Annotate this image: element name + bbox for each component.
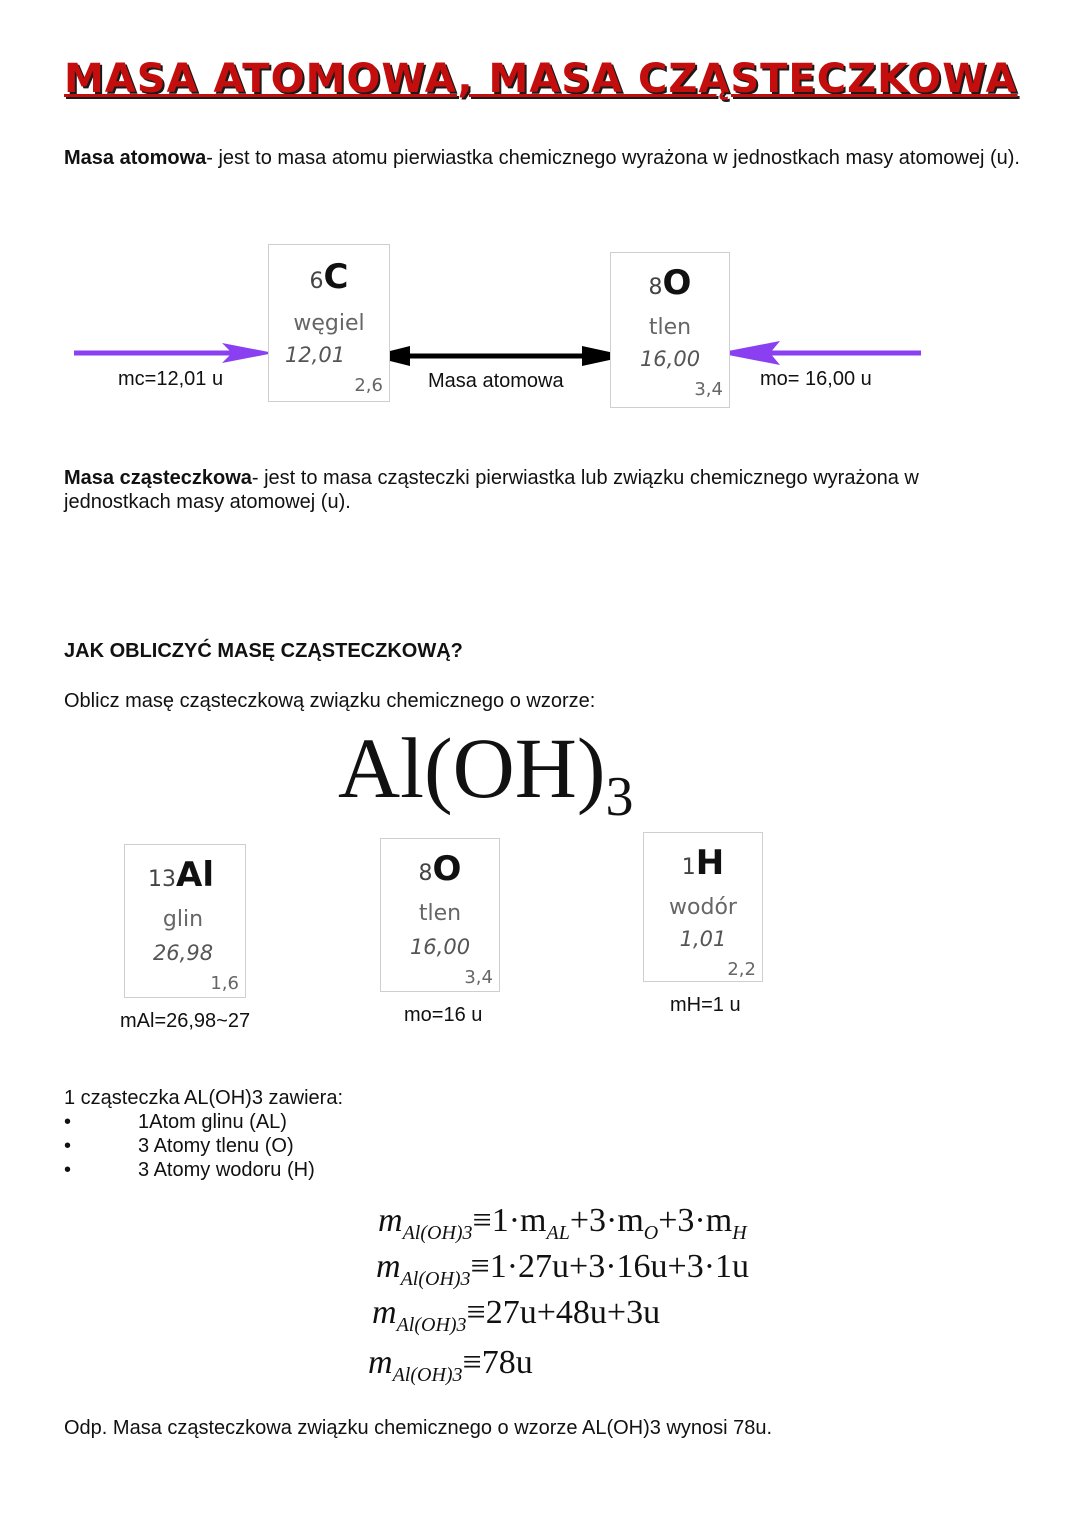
contains-intro: 1 cząsteczka AL(OH)3 zawiera:: [64, 1087, 343, 1109]
bullet-icon: •: [64, 1111, 72, 1133]
equation-1-mid: +3·m: [569, 1202, 644, 1239]
oxygen-electronegativity: 3,4: [694, 379, 723, 400]
aluminium-symbol: Al: [176, 855, 214, 895]
equation-1: $m_{Al(OH)3}\equiv 1\cdot m_{AL}+3\cdot m_O+3\cdot m_H$: [378, 1202, 747, 1244]
hydrogen-element-tile: [643, 832, 763, 982]
atomic-mass-definition: [64, 146, 1024, 170]
hydrogen-atomic-number: 1: [681, 855, 696, 880]
molecular-mass-term: Masa cząsteczkowa: [64, 467, 252, 489]
carbon-mass: 12,01: [284, 343, 346, 367]
carbon-symbol: C: [323, 257, 349, 297]
molecular-mass-text: - jest to masa cząsteczki pierwiastka lub związku chemicznego wyrażona w jednostkach masy atomowej (u).: [64, 467, 919, 513]
equation-1-sub-h: H: [732, 1222, 747, 1244]
molecular-mass-definition: [64, 466, 1024, 514]
oxygen-name: tlen: [648, 315, 692, 340]
carbon-atomic-number: 6: [309, 269, 324, 294]
aluminium-electronegativity: 1,6: [210, 973, 239, 994]
equation-1-sub-al: AL: [546, 1222, 570, 1244]
center-label: Masa atomowa: [428, 370, 564, 392]
bullet-icon: •: [64, 1159, 72, 1181]
equation-2-rhs: ≡1·27u+3·16u+3·1u: [470, 1248, 750, 1285]
oxygen-2-electronegativity: 3,4: [464, 967, 493, 988]
chemical-formula: [338, 718, 634, 829]
aluminium-element-tile: [124, 844, 246, 998]
oxygen-mass: 16,00: [639, 347, 701, 371]
equation-1-subscript: Al(OH)3: [402, 1222, 473, 1244]
oxygen-atomic-number: 8: [648, 275, 663, 300]
oxygen-mass-label: mo= 16,00 u: [760, 368, 872, 390]
equation-1-end: +3·m: [658, 1202, 733, 1239]
equation-3: $m_{Al(OH)3}\equiv 27u+48u+3u$: [372, 1294, 661, 1336]
oxygen-2-name: tlen: [418, 901, 462, 926]
carbon-electronegativity: 2,6: [354, 375, 383, 396]
equation-4-rhs: ≡78u: [462, 1344, 533, 1381]
list-item-text: 1Atom glinu (AL): [138, 1111, 287, 1133]
formula-main: Al(OH): [338, 720, 606, 816]
equation-1-rhs: ≡1·m: [472, 1202, 547, 1239]
equation-1-sub-o: O: [643, 1222, 659, 1244]
atomic-mass-text: - jest to masa atomu pierwiastka chemicznego wyrażona w jednostkach masy atomowej (u).: [206, 147, 1020, 169]
list-item-text: 3 Atomy wodoru (H): [138, 1159, 315, 1181]
equation-2-subscript: Al(OH)3: [400, 1268, 471, 1290]
bullet-icon: •: [64, 1135, 72, 1157]
aluminium-mass-label: mAl=26,98~27: [120, 1010, 251, 1032]
carbon-mass-label: mc=12,01 u: [118, 368, 224, 390]
aluminium-name: glin: [162, 907, 204, 932]
oxygen-2-atomic-number: 8: [418, 861, 433, 886]
hydrogen-mass-label: mH=1 u: [670, 994, 741, 1016]
howto-heading: JAK OBLICZYĆ MASĘ CZĄSTECZKOWĄ?: [64, 640, 463, 662]
oxygen-2-mass: 16,00: [409, 935, 471, 959]
aluminium-mass: 26,98: [152, 941, 214, 965]
atomic-mass-term: Masa atomowa: [64, 147, 207, 169]
carbon-name: węgiel: [293, 311, 365, 336]
aluminium-atomic-number: 13: [148, 867, 177, 892]
oxygen-symbol: O: [662, 263, 692, 303]
equation-2: $m_{Al(OH)3}\equiv 1\cdot 27u+3\cdot 16u+3\cdot 1u$: [376, 1248, 750, 1290]
page-title: MASA ATOMOWA, MASA CZĄSTECZKOWA: [64, 56, 1018, 102]
carbon-element-tile: [268, 244, 390, 402]
equation-4-subscript: Al(OH)3: [392, 1364, 463, 1386]
list-item-text: 3 Atomy tlenu (O): [138, 1135, 294, 1157]
hydrogen-symbol: H: [695, 843, 725, 883]
task-text: Oblicz masę cząsteczkową związku chemicznego o wzorze:: [64, 690, 596, 712]
oxygen-2-symbol: O: [432, 849, 462, 889]
equation-3-subscript: Al(OH)3: [396, 1314, 467, 1336]
oxygen-mass-label-2: mo=16 u: [404, 1004, 483, 1026]
hydrogen-name: wodór: [669, 895, 737, 920]
hydrogen-mass: 1,01: [679, 927, 727, 951]
formula-subscript: 3: [605, 766, 634, 828]
hydrogen-electronegativity: 2,2: [727, 959, 756, 980]
answer-text: Odp. Masa cząsteczkowa związku chemicznego o wzorze AL(OH)3 wynosi 78u.: [64, 1417, 773, 1439]
equation-3-rhs: ≡27u+48u+3u: [466, 1294, 661, 1331]
atomic-mass-diagram: [0, 240, 1080, 420]
oxygen-element-tile: [610, 252, 730, 408]
oxygen-tile-2: [380, 838, 500, 992]
equation-4: $m_{Al(OH)3}\equiv 78u$: [368, 1344, 533, 1386]
